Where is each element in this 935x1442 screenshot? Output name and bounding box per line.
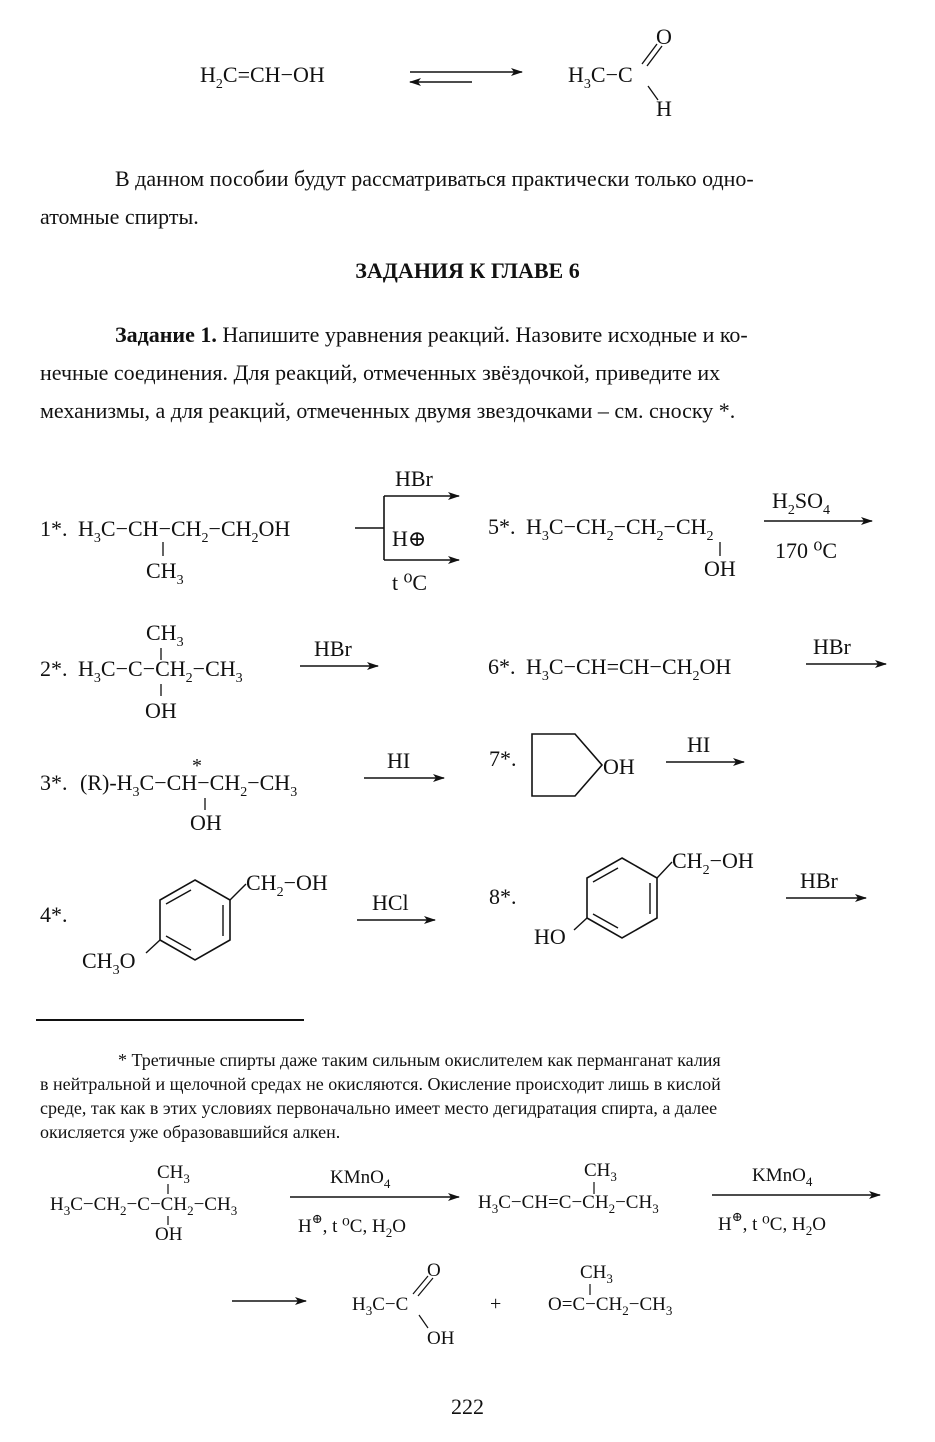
intro-paragraph [40,160,892,236]
reaction-7-number: 7*. [489,746,517,771]
footnote-line-3: среде, так как в этих условиях первоначально имеет место дегидратация спирта, а далее [40,1098,718,1118]
reaction-4-substituent-bond [230,884,246,900]
fn-acid-carbonyl-bond [413,1276,428,1294]
reaction-2-number: 2*. [40,656,68,681]
reaction-5-reagent: $H_2SO_4$ [772,488,831,518]
benzene-ring-8 [587,858,657,938]
reaction-1-reagent-acid: H⊕ [392,526,427,551]
reaction-5-formula: $H_3C-CH_2-CH_2-CH_2$ [526,514,714,544]
reaction-3-reagent: HI [387,748,411,773]
task-text-1: Напишите уравнения реакций. Назовите исходные и ко- [216,322,748,347]
fn-reagent-1-top: KMnO$_4$ [330,1167,391,1191]
reaction-6-reagent: HBr [813,634,851,659]
reaction-1-reagent-hbr: HBr [395,466,433,491]
fn-acid-oh-bond [419,1315,428,1328]
reaction-6-number: 6*. [488,654,516,679]
reaction-7-hydroxyl: OH [603,754,635,779]
cyclopentane-ring [532,734,602,796]
aldehyde-hydrogen: H [656,96,672,121]
reaction-4-methoxy: $CH_3O$ [82,948,136,978]
reaction-3-hydroxyl: OH [190,810,222,835]
fn-acid-oxygen: O [427,1260,441,1281]
fn-alcohol-hydroxyl: OH [155,1224,183,1245]
reaction-5-number: 5*. [488,514,516,539]
reaction-3-number: 3*. [40,770,68,795]
reaction-6-formula: $H_3C-CH=CH-CH_2OH$ [526,654,732,684]
reaction-8-substituent-bond [657,862,672,878]
reaction-8-substituent: $CH_2-OH$ [672,848,754,878]
reaction-1-branch: $CH_3$ [146,558,184,588]
reaction-2-reagent: HBr [314,636,352,661]
fn-ketone-formula: $O=C-CH_2-CH_3$ [548,1294,673,1318]
aldehyde-formula: $H_3C-C$ [568,62,633,92]
carbonyl-bond [642,44,657,64]
reaction-4-methoxy-bond [146,940,160,953]
reaction-4-number: 4*. [40,902,68,927]
intro-line-1: В данном пособии будут рассматриваться практически только одно- [115,166,754,191]
task-line-2: нечные соединения. Для реакций, отмеченных звёздочкой, приведите их [40,360,721,385]
intro-line-2: атомные спирты. [40,204,199,229]
enol-formula: $H_2C=CH-OH$ [200,62,325,92]
fn-acid-formula: $H_3C-C$ [352,1294,409,1318]
page-number: 222 [451,1394,484,1419]
reaction-5-hydroxyl: OH [704,556,736,581]
aldehyde-oxygen: O [656,24,672,49]
fn-plus-sign: + [490,1293,502,1315]
fn-reagent-2-bottom: H⊕, t ⁰C, $H_2O$ [718,1209,826,1238]
reaction-1-number: 1*. [40,516,68,541]
reaction-4-reagent: HCl [372,890,409,915]
fn-reagent-1-bottom: H⊕, t ⁰C, $H_2O$ [298,1211,406,1240]
reaction-2-formula: $H_3C-C-CH_2-CH_3$ [78,656,243,686]
fn-alcohol-formula: $H_3C-CH_2-C-CH_2-CH_3$ [50,1194,238,1218]
fn-reagent-2-top: KMnO$_4$ [752,1165,813,1189]
reaction-8-number: 8*. [489,884,517,909]
chapter-heading: ЗАДАНИЯ К ГЛАВЕ 6 [355,258,580,283]
fn-alkene-methyl: $CH_3$ [584,1160,617,1184]
benzene-ring-4 [160,880,230,960]
reaction-4-substituent: $CH_2-OH$ [246,870,328,900]
carbonyl-bond-2 [647,46,662,66]
reaction-1-formula: $H_3C-CH-CH_2-CH_2OH$ [78,516,291,546]
reaction-2-methyl: $CH_3$ [146,620,184,650]
reaction-3-stereocenter-mark: * [192,755,202,777]
reaction-3-formula: $(R)-H_3C-CH-CH_2-CH_3$ [80,770,298,800]
fn-acid-hydroxyl: OH [427,1328,455,1349]
footnote-line-2: в нейтральной и щелочной средах не окисляются. Окисление происходит лишь в кислой [40,1074,721,1094]
reaction-2-hydroxyl: OH [145,698,177,723]
reaction-8-hydroxy-bond [574,918,587,930]
fn-ketone-methyl: $CH_3$ [580,1262,613,1286]
fn-alkene-formula: $H_3C-CH=C-CH_2-CH_3$ [478,1192,659,1216]
reaction-7-reagent: HI [687,732,711,757]
task-line-3: механизмы, а для реакций, отмеченных двумя звездочками – см. сноску *. [40,398,736,423]
footnote-line-4: окисляется уже образовавшийся алкен. [40,1122,341,1142]
task-label: Задание 1. [115,322,217,347]
task-line-1 [40,316,892,354]
footnote-line-1: * Третичные спирты даже таким сильным окислителем как перманганат калия [118,1050,721,1070]
footnote-text [40,1048,892,1144]
task-paragraph [40,316,892,430]
fn-alcohol-methyl: $CH_3$ [157,1162,190,1186]
footnote-separator [36,1019,304,1021]
reaction-8-reagent: HBr [800,868,838,893]
fn-acid-carbonyl-bond-2 [418,1278,433,1296]
reaction-8-hydroxy: HO [534,924,566,949]
reaction-5-condition: 170 ⁰C [775,538,837,563]
reaction-1-reagent-temp: t ⁰C [392,570,428,595]
